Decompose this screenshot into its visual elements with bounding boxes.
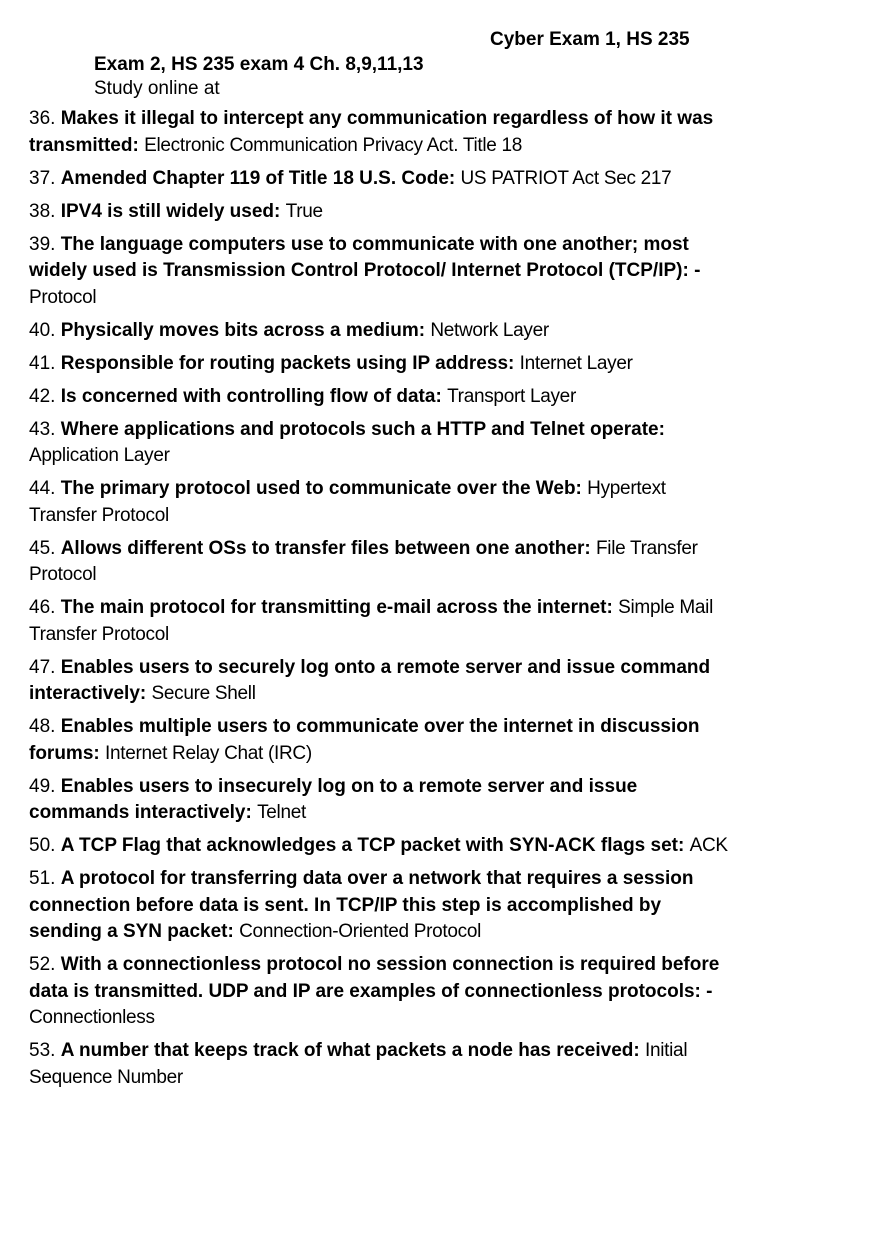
list-item: [29, 655, 734, 708]
item-answer: US PATRIOT Act Sec 217: [460, 167, 672, 189]
item-answer: Network Layer: [430, 319, 549, 341]
list-item: [29, 199, 734, 226]
item-answer: Protocol: [29, 286, 97, 308]
item-question: The language computers use to communicate with one another; most widely used is Transmission Control Protocol/ Internet Protocol (TCP/IP): -: [29, 233, 701, 281]
item-question: Enables users to insecurely log on to a remote server and issue commands interactively:: [29, 775, 638, 823]
item-answer: Simple Mail Transfer Protocol: [29, 597, 714, 645]
item-number: 51.: [29, 868, 56, 889]
item-answer: Application Layer: [29, 445, 170, 466]
item-number: 40.: [29, 319, 56, 341]
item-number: 52.: [29, 954, 56, 975]
list-item: [29, 351, 734, 378]
item-question: Enables multiple users to communicate over the internet in discussion forums:: [29, 716, 700, 764]
item-number: 38.: [29, 200, 56, 222]
item-answer: Connection-Oriented Protocol: [239, 921, 482, 942]
item-number: 44.: [29, 478, 56, 499]
list-item: [29, 476, 734, 529]
list-item: [29, 106, 734, 159]
item-question: IPV4 is still widely used:: [60, 200, 281, 222]
item-question: Allows different OSs to transfer files between one another:: [60, 537, 591, 559]
item-question: Amended Chapter 119 of Title 18 U.S. Code:: [60, 167, 456, 189]
item-answer: Internet Relay Chat (IRC): [105, 742, 312, 764]
item-answer: Initial Sequence Number: [29, 1040, 688, 1088]
item-answer: Connectionless: [29, 1007, 155, 1028]
item-question: Makes it illegal to intercept any communication regardless of how it was transmitted:: [29, 108, 714, 156]
item-answer: Internet Layer: [519, 352, 633, 374]
item-number: 49.: [29, 775, 56, 797]
item-question: Enables users to securely log onto a remote server and issue command interactively:: [29, 656, 711, 704]
document-title: Cyber Exam 1, HS 235: [490, 29, 690, 50]
list-item: [29, 595, 734, 648]
item-answer: File Transfer Protocol: [29, 537, 698, 585]
document-header: [94, 53, 424, 101]
item-question: A TCP Flag that acknowledges a TCP packet with SYN-ACK flags set:: [60, 835, 685, 856]
item-number: 36.: [29, 108, 56, 129]
list-item: [29, 318, 734, 345]
item-number: 53.: [29, 1040, 56, 1061]
item-question: With a connectionless protocol no session connection is required before data is transmitted. UDP and IP are examples of connectionless protocols: -: [29, 954, 720, 1002]
item-question: A protocol for transferring data over a network that requires a session connection before data is sent. In TCP/IP this step is accomplished by sending a SYN packet:: [29, 868, 694, 942]
item-answer: Hypertext Transfer Protocol: [29, 478, 666, 526]
list-item: [29, 952, 734, 1032]
list-item: [29, 833, 734, 860]
item-number: 37.: [29, 167, 56, 189]
list-item: [29, 417, 734, 470]
list-item: [29, 384, 734, 411]
item-answer: Transport Layer: [447, 385, 576, 407]
item-number: 50.: [29, 835, 56, 856]
list-item: [29, 232, 734, 312]
question-answer-list: [29, 106, 734, 1098]
item-number: 43.: [29, 418, 56, 440]
list-item: [29, 536, 734, 589]
item-question: The main protocol for transmitting e-mail across the internet:: [60, 597, 613, 618]
item-answer: Secure Shell: [151, 683, 256, 704]
item-question: The primary protocol used to communicate over the Web:: [60, 478, 582, 499]
list-item: [29, 166, 734, 193]
list-item: [29, 774, 734, 827]
item-question: A number that keeps track of what packets a node has received:: [60, 1040, 640, 1061]
item-number: 46.: [29, 597, 56, 618]
item-answer: ACK: [689, 835, 728, 856]
item-question: Responsible for routing packets using IP address:: [60, 352, 515, 374]
item-number: 45.: [29, 537, 56, 559]
list-item: [29, 1038, 734, 1091]
item-question: Is concerned with controlling flow of data:: [60, 385, 442, 407]
study-online-text: Study online at: [94, 78, 220, 99]
item-number: 48.: [29, 716, 56, 737]
item-number: 47.: [29, 656, 56, 678]
item-question: Physically moves bits across a medium:: [60, 319, 426, 341]
document-subtitle: Exam 2, HS 235 exam 4 Ch. 8,9,11,13: [94, 54, 424, 75]
item-number: 41.: [29, 352, 56, 374]
item-answer: True: [285, 200, 323, 222]
list-item: [29, 714, 734, 767]
item-answer: Telnet: [257, 802, 306, 823]
item-number: 39.: [29, 233, 56, 255]
item-number: 42.: [29, 385, 56, 407]
item-question: Where applications and protocols such a HTTP and Telnet operate:: [60, 418, 665, 440]
list-item: [29, 866, 734, 946]
item-answer: Electronic Communication Privacy Act. Title 18: [144, 134, 523, 156]
